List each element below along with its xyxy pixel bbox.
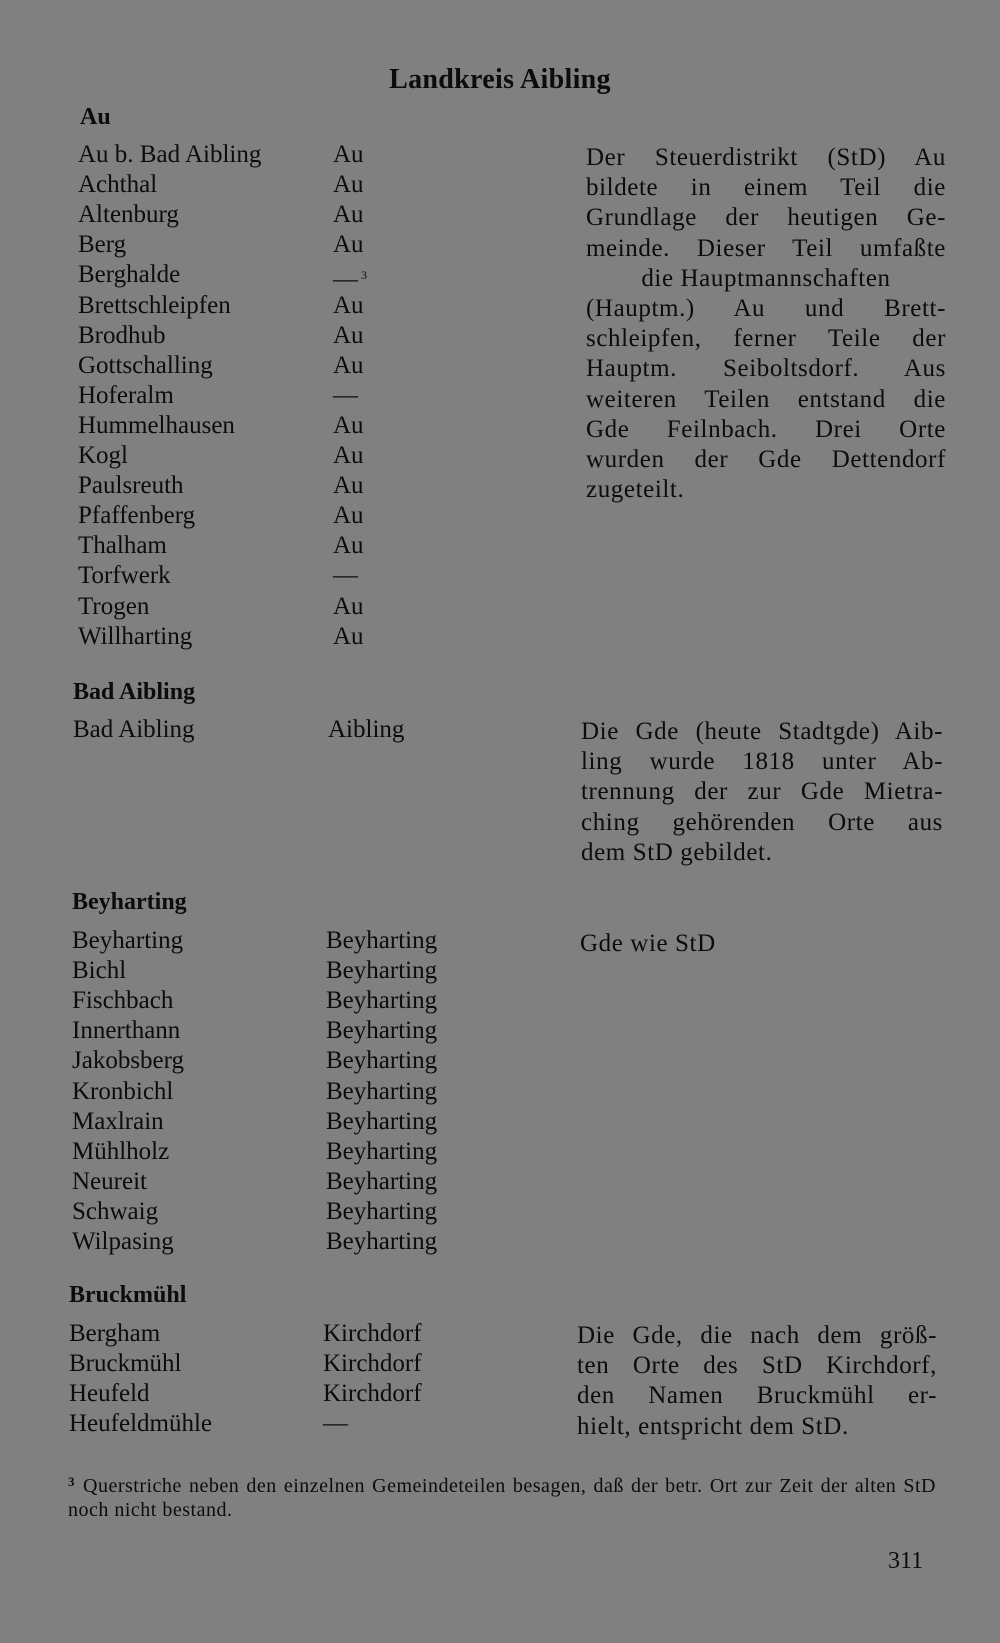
- place-name: Berghalde: [78, 261, 181, 289]
- note-line: Der Steuerdistrikt (StD) Au: [586, 144, 946, 171]
- note-line: bildete in einem Teil die: [586, 174, 946, 202]
- steuerdistrikt-value: Au: [333, 411, 364, 439]
- section-beyharting-note: [580, 929, 940, 959]
- note-line: Hauptm. Seiboltsdorf. Aus: [586, 355, 946, 383]
- table-row: [0, 1319, 560, 1349]
- table-row: [0, 531, 560, 561]
- note-line: ten Orte des StD Kirchdorf,: [577, 1352, 937, 1380]
- section-heading-beyharting: Beyharting: [72, 889, 187, 915]
- steuerdistrikt: [333, 170, 364, 200]
- steuerdistrikt-value: Au: [333, 351, 364, 379]
- steuerdistrikt: [326, 1197, 437, 1227]
- table-row: [0, 956, 560, 986]
- table-row: [0, 1227, 560, 1257]
- steuerdistrikt-value: Au: [333, 291, 364, 319]
- steuerdistrikt-value: Beyharting: [326, 1047, 438, 1075]
- steuerdistrikt: [333, 622, 364, 652]
- table-row: [0, 592, 560, 622]
- steuerdistrikt-value: Au: [333, 201, 364, 229]
- table-row: [0, 561, 560, 591]
- steuerdistrikt-value: Beyharting: [326, 1197, 438, 1225]
- note-line: Die Gde, die nach dem größ-: [577, 1322, 937, 1349]
- steuerdistrikt: [326, 986, 437, 1016]
- note-line: trennung der zur Gde Mietra-: [581, 778, 943, 806]
- place-name: Paulsreuth: [78, 472, 184, 500]
- steuerdistrikt: [333, 200, 364, 230]
- steuerdistrikt-value: Beyharting: [326, 1228, 438, 1255]
- steuerdistrikt-value: Au: [333, 442, 364, 469]
- steuerdistrikt-value: Au: [333, 532, 364, 560]
- place-name: Kronbichl: [72, 1077, 174, 1105]
- table-row: [0, 1107, 560, 1137]
- steuerdistrikt-value: —: [333, 562, 358, 590]
- place-name: Wilpasing: [72, 1228, 174, 1255]
- table-row: [0, 1197, 560, 1227]
- page-title: Landkreis Aibling: [389, 64, 611, 95]
- table-row: [0, 622, 560, 652]
- place-name: Au b. Bad Aibling: [78, 141, 262, 168]
- place-name: Maxlrain: [72, 1107, 164, 1135]
- steuerdistrikt-value: Beyharting: [326, 927, 438, 954]
- table-row: [0, 1409, 560, 1439]
- section-au-note: [586, 143, 946, 505]
- steuerdistrikt: [333, 351, 364, 381]
- note-line: meinde. Dieser Teil umfaßte: [586, 234, 946, 262]
- steuerdistrikt-value: —: [323, 1410, 348, 1438]
- place-name: Achthal: [78, 171, 158, 199]
- table-row: [0, 200, 560, 230]
- place-name: Schwaig: [72, 1197, 159, 1225]
- table-row: [0, 351, 560, 381]
- table-row: [0, 715, 560, 745]
- steuerdistrikt: [326, 956, 437, 986]
- place-name: Heufeldmühle: [69, 1410, 213, 1438]
- steuerdistrikt-value: —: [333, 381, 358, 409]
- steuerdistrikt: [333, 381, 358, 411]
- place-name: Pfaffenberg: [78, 502, 196, 530]
- place-name: Jakobsberg: [72, 1047, 185, 1075]
- table-row: [0, 471, 560, 501]
- note-line: dem StD gebildet.: [581, 838, 773, 866]
- note-line: (Hauptm.) Au und Brett-: [586, 295, 946, 323]
- table-row: [0, 381, 560, 411]
- section-heading-bad-aibling: Bad Aibling: [73, 679, 196, 705]
- steuerdistrikt-value: Beyharting: [326, 1167, 438, 1195]
- place-name: Willharting: [78, 622, 193, 650]
- place-name: Altenburg: [78, 201, 179, 229]
- steuerdistrikt-value: Beyharting: [326, 957, 438, 985]
- steuerdistrikt: [326, 1107, 437, 1137]
- table-row: [0, 441, 560, 471]
- table-row: [0, 1016, 560, 1046]
- place-name: Kogl: [78, 442, 128, 469]
- steuerdistrikt-value: Beyharting: [326, 987, 438, 1015]
- place-name: Heufeld: [69, 1380, 150, 1408]
- place-name: Thalham: [78, 532, 167, 560]
- place-name: Hummelhausen: [78, 411, 235, 439]
- footnote-text: Querstriche neben den einzelnen Gemeindeteilen besagen, daß der betr. Ort zur Zeit der alten StD noch nicht bestand.: [68, 1475, 936, 1521]
- section-heading-au: Au: [80, 104, 111, 130]
- table-row: [0, 140, 560, 170]
- place-name: Neureit: [72, 1167, 147, 1195]
- steuerdistrikt-value: Kirchdorf: [323, 1380, 422, 1408]
- steuerdistrikt-value: Au: [333, 502, 364, 530]
- footnote-mark: 3: [68, 1474, 75, 1489]
- steuerdistrikt: [333, 592, 364, 622]
- steuerdistrikt: [323, 1379, 422, 1409]
- steuerdistrikt: [323, 1409, 348, 1439]
- section-bad-aibling-note: [581, 717, 943, 868]
- page-number: 311: [888, 1548, 924, 1574]
- steuerdistrikt: [333, 230, 364, 260]
- note-line: ching gehörenden Orte aus: [581, 808, 943, 836]
- table-row: [0, 291, 560, 321]
- steuerdistrikt-value: Au: [333, 622, 364, 650]
- steuerdistrikt-value: Beyharting: [326, 1107, 438, 1135]
- note-line: zugeteilt.: [586, 476, 685, 504]
- table-row: [0, 1137, 560, 1167]
- steuerdistrikt-value: Au: [333, 472, 364, 500]
- note-line: hielt, entspricht dem StD.: [577, 1412, 849, 1440]
- note-line: Gde wie StD: [580, 930, 716, 957]
- steuerdistrikt: [333, 411, 364, 441]
- table-row: [0, 1379, 560, 1409]
- table-row: [0, 170, 560, 200]
- place-name: Berg: [78, 231, 127, 259]
- steuerdistrikt-value: Beyharting: [326, 1017, 438, 1045]
- note-line: den Namen Bruckmühl er-: [577, 1382, 937, 1410]
- note-line: ling wurde 1818 unter Ab-: [581, 748, 943, 776]
- steuerdistrikt-value: Beyharting: [326, 1077, 438, 1105]
- place-name: Brettschleipfen: [78, 291, 231, 319]
- place-name: Brodhub: [78, 321, 166, 349]
- place-name: Innerthann: [72, 1017, 181, 1045]
- table-row: [0, 1349, 560, 1379]
- place-name: Bergham: [69, 1320, 161, 1347]
- table-row: [0, 260, 560, 294]
- table-row: [0, 411, 560, 441]
- note-line: schleipfen, ferner Teile der: [586, 325, 946, 353]
- steuerdistrikt-value: Kirchdorf: [323, 1350, 422, 1378]
- footnote-reference: 3: [361, 268, 367, 283]
- steuerdistrikt: [333, 321, 364, 351]
- place-name: Trogen: [78, 592, 150, 620]
- place-name: Bichl: [72, 957, 127, 985]
- steuerdistrikt: [333, 471, 364, 501]
- steuerdistrikt: [333, 441, 364, 471]
- steuerdistrikt-value: Aibling: [328, 716, 405, 743]
- steuerdistrikt-value: Au: [333, 321, 364, 349]
- table-row: [0, 1077, 560, 1107]
- steuerdistrikt: [323, 1319, 422, 1349]
- place-name: Fischbach: [72, 987, 174, 1015]
- note-line: wurden der Gde Dettendorf: [586, 446, 946, 474]
- note-line: die Hauptmannschaften: [641, 264, 891, 292]
- steuerdistrikt: [333, 140, 364, 170]
- table-row: [0, 986, 560, 1016]
- note-line: Gde Feilnbach. Drei Orte: [586, 415, 946, 443]
- place-name: Bad Aibling: [73, 716, 195, 743]
- place-name: Bruckmühl: [69, 1350, 182, 1378]
- place-name: Torfwerk: [78, 562, 171, 590]
- note-line: weiteren Teilen entstand die: [586, 385, 946, 413]
- section-heading-bruckmuehl: Bruckmühl: [69, 1282, 187, 1308]
- footnote: [68, 1470, 936, 1522]
- steuerdistrikt: [326, 1016, 437, 1046]
- steuerdistrikt-value: Au: [333, 592, 364, 620]
- steuerdistrikt: [333, 291, 364, 321]
- steuerdistrikt-value: —: [333, 266, 358, 294]
- steuerdistrikt: [328, 715, 404, 745]
- table-row: [0, 321, 560, 351]
- table-row: [0, 230, 560, 260]
- steuerdistrikt-value: Au: [333, 171, 364, 199]
- steuerdistrikt: [326, 1077, 437, 1107]
- table-row: [0, 501, 560, 531]
- steuerdistrikt: [323, 1349, 422, 1379]
- place-name: Hoferalm: [78, 381, 174, 409]
- steuerdistrikt: [333, 501, 364, 531]
- place-name: Mühlholz: [72, 1137, 170, 1165]
- steuerdistrikt-value: Kirchdorf: [323, 1320, 422, 1347]
- steuerdistrikt-value: Au: [333, 231, 364, 259]
- steuerdistrikt-value: Au: [333, 141, 364, 168]
- steuerdistrikt: [326, 1227, 437, 1257]
- table-row: [0, 926, 560, 956]
- steuerdistrikt: [333, 531, 364, 561]
- steuerdistrikt: [326, 926, 437, 956]
- steuerdistrikt: [326, 1046, 437, 1076]
- steuerdistrikt: [333, 561, 358, 591]
- steuerdistrikt: [326, 1137, 437, 1167]
- note-line: Grundlage der heutigen Ge-: [586, 204, 946, 232]
- section-bruckmuehl-note: [577, 1321, 937, 1442]
- note-line: Die Gde (heute Stadtgde) Aib-: [581, 718, 943, 745]
- place-name: Gottschalling: [78, 351, 213, 379]
- steuerdistrikt-value: Beyharting: [326, 1137, 438, 1165]
- steuerdistrikt: [326, 1167, 437, 1197]
- table-row: [0, 1167, 560, 1197]
- place-name: Beyharting: [72, 927, 184, 954]
- table-row: [0, 1046, 560, 1076]
